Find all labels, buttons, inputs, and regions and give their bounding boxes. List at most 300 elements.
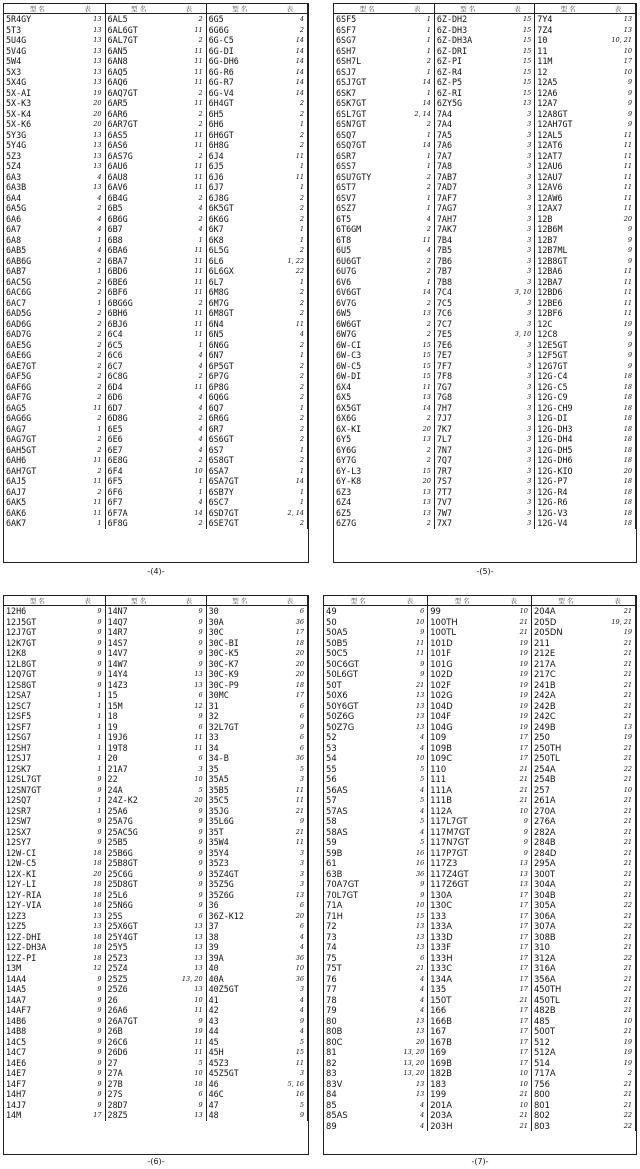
table-reference-number: 5 — [273, 1037, 308, 1048]
table-reference-number: 1 — [273, 350, 308, 361]
tube-type-name: 6D8G — [107, 413, 128, 423]
table-reference-number: 3 — [501, 350, 535, 361]
table-reference-number: 19 — [496, 722, 531, 733]
tube-type-name: 32 — [208, 711, 219, 721]
table-reference-number: 10 — [393, 617, 428, 628]
table-reference-number: 18 — [172, 1079, 206, 1090]
table-reference-number: 17 — [496, 1047, 531, 1058]
table-reference-number: 1 — [71, 701, 105, 712]
table-reference-number: 1 — [71, 722, 105, 733]
table-row — [4, 669, 308, 680]
table-reference-number: 10 — [601, 67, 635, 78]
tube-type-name: 199 — [430, 1089, 447, 1099]
table-reference-number: 9 — [71, 816, 105, 827]
table-reference-number: 19 — [496, 669, 531, 680]
tube-type-name: 7V7 — [436, 497, 453, 507]
tube-type-name: 39 — [208, 942, 219, 952]
tube-type-name: 295A — [533, 858, 556, 868]
tube-type-name: 102F — [430, 679, 452, 690]
tube-type-name: 6W-DI — [336, 371, 362, 381]
tube-type-name: 12Z-DH3A — [6, 942, 47, 952]
tube-type-name: 6W5 — [336, 308, 352, 318]
tube-type-name: 7C7 — [436, 318, 453, 329]
table-reference-number: 13 — [393, 932, 428, 943]
table-reference-number: 9 — [71, 1016, 105, 1027]
table-row — [4, 932, 308, 943]
table-reference-number: 4 — [393, 827, 428, 838]
column-header-name: 型 名 — [434, 4, 500, 14]
table-reference-number: 4 — [393, 984, 428, 995]
tube-type-name: 133C — [430, 963, 453, 973]
tube-type-name: 6G-V4 — [208, 87, 234, 98]
table-row — [324, 774, 636, 785]
table-reference-number: 11 — [71, 476, 105, 487]
tube-type-name: 6X4 — [336, 381, 352, 392]
table-reference-number: 4 — [393, 806, 428, 817]
tube-type-name: 14A7 — [6, 994, 27, 1005]
tube-type-name: 14A4 — [6, 973, 27, 984]
table-reference-number: 9 — [172, 617, 206, 628]
table-reference-number: 17 — [496, 974, 531, 985]
table-reference-number: 13 — [71, 182, 105, 193]
tube-type-name: 104D — [430, 700, 453, 711]
table-reference-number: 20 — [273, 911, 308, 922]
tube-type-name: 14F7 — [6, 1078, 27, 1089]
tube-type-name: 7Y4 — [537, 14, 553, 24]
table-row — [334, 266, 636, 277]
tube-type-name: 306A — [533, 910, 556, 921]
table-reference-number: 11 — [393, 648, 428, 659]
tube-type-name: 7A8 — [436, 161, 453, 171]
table-reference-number: 1 — [273, 277, 308, 288]
tube-type-name: 6W7G — [336, 329, 357, 339]
tube-type-name: 12B7 — [537, 234, 558, 245]
tube-type-name: 6E5 — [107, 423, 123, 434]
tube-type-name: 5X3 — [6, 66, 22, 77]
table-reference-number: 21 — [600, 890, 636, 901]
table-row — [324, 953, 636, 964]
table-row — [334, 403, 636, 414]
tube-type-name: 6X5GT — [336, 402, 362, 413]
tube-type-name: 25L6 — [107, 889, 128, 900]
table-reference-number: 18 — [601, 382, 635, 393]
table-reference-number: 11 — [71, 403, 105, 414]
tube-type-name: 12SX7 — [6, 826, 32, 837]
table-reference-number: 2 — [71, 319, 105, 330]
tube-type-name: 150T — [430, 994, 452, 1005]
table-row — [4, 508, 308, 519]
table-reference-number: 4 — [393, 1005, 428, 1016]
table-row — [4, 806, 308, 817]
table-reference-number: 1 — [273, 497, 308, 508]
table-reference-number: 2 — [273, 245, 308, 256]
tube-type-name: 6G-R6 — [208, 66, 234, 77]
table-reference-number: 15 — [501, 25, 535, 36]
tube-type-name: 12E5GT — [537, 339, 568, 350]
tube-type-name: 6K6G — [208, 213, 229, 224]
table-reference-number: 13 — [172, 942, 206, 953]
tube-type-name: 6J7 — [208, 182, 224, 192]
table-reference-number: 9 — [601, 245, 635, 256]
tube-type-name: 6SV7 — [336, 192, 357, 203]
tube-type-name: 12K8 — [6, 648, 27, 658]
table-reference-number: 2 — [400, 224, 434, 235]
tube-type-name: 6K5GT — [208, 203, 234, 213]
table-reference-number: 9 — [172, 659, 206, 670]
table-reference-number: 9 — [71, 984, 105, 995]
tube-type-name: 6G5 — [208, 14, 224, 24]
table-reference-number: 20 — [71, 109, 105, 120]
table-row — [4, 1047, 308, 1058]
table-reference-number: 18 — [601, 508, 635, 519]
table-reference-number: 2 — [172, 88, 206, 99]
table-reference-number: 13 — [172, 669, 206, 680]
table-reference-number: 21 — [600, 606, 636, 617]
table-reference-number: 1 — [400, 35, 434, 46]
table-row — [324, 816, 636, 827]
table-row — [334, 119, 636, 130]
tube-type-name: 12G-V3 — [537, 507, 568, 518]
table-reference-number: 13 — [71, 140, 105, 151]
tube-type-name: 217A — [533, 658, 556, 669]
table-reference-number: 9 — [172, 606, 206, 617]
tube-type-name: 14Z3 — [107, 679, 128, 690]
table-reference-number: 20 — [273, 648, 308, 659]
table-reference-number: 9 — [172, 648, 206, 659]
table-reference-number: 2 — [273, 130, 308, 141]
table-reference-number: 18 — [601, 455, 635, 466]
tube-type-name: 10 — [537, 35, 548, 45]
tube-type-name: 14B8 — [6, 1026, 27, 1036]
tube-type-name: 276A — [533, 816, 556, 826]
table-reference-number: 19 — [496, 659, 531, 670]
tube-type-name: 7Q7 — [436, 455, 453, 465]
tube-type-name: 14AF7 — [6, 1005, 32, 1015]
tube-type-name: 6AQ7GT — [107, 87, 138, 98]
tube-type-name: 250TL — [533, 753, 560, 763]
tube-type-name: 41 — [208, 994, 219, 1005]
table-reference-number: 17 — [496, 963, 531, 974]
table-row — [4, 1016, 308, 1027]
tube-type-name: 6AD5G — [6, 308, 32, 318]
table-reference-number: 18 — [601, 487, 635, 498]
table-row — [4, 837, 308, 848]
table-row — [324, 1005, 636, 1016]
tube-type-name: 89 — [326, 1120, 337, 1131]
tube-type-name: 46C — [208, 1089, 224, 1099]
tube-type-name: 14J7 — [6, 1099, 27, 1110]
tube-type-name: 310 — [533, 942, 550, 952]
tube-type-name: 6BA7 — [107, 255, 128, 266]
column-header-table: 表 — [400, 4, 434, 14]
tube-type-name: 6AR5 — [107, 98, 128, 108]
tube-type-name: 18 — [107, 711, 118, 721]
table-row — [334, 203, 636, 214]
tube-type-name: 26C6 — [107, 1036, 128, 1047]
tube-type-name: 6V7G — [336, 297, 357, 308]
table-reference-number: 13 — [393, 1026, 428, 1037]
tube-type-name: 7AG7 — [436, 203, 458, 213]
tube-type-name: 53 — [326, 742, 337, 753]
tube-type-name: 166 — [430, 1005, 447, 1015]
tube-type-name: 12BF6 — [537, 308, 563, 318]
table-reference-number: 9 — [172, 827, 206, 838]
table-reference-number: 11 — [601, 182, 635, 193]
tube-type-name: 72 — [326, 921, 337, 931]
table-reference-number: 1 — [400, 277, 434, 288]
tube-type-name: 117P7GT — [430, 847, 468, 858]
tube-type-name: 35C5 — [208, 795, 229, 805]
tube-type-name: 134A — [430, 973, 452, 984]
tube-type-name: 34-B — [208, 753, 229, 763]
table-reference-number: 15 — [501, 88, 535, 99]
table-row — [324, 869, 636, 880]
table-row — [334, 67, 636, 78]
table-row — [4, 455, 308, 466]
tube-type-name: 6AD7G — [6, 329, 32, 339]
table-reference-number: 17 — [496, 932, 531, 943]
table-row — [4, 963, 308, 974]
table-row — [4, 445, 308, 456]
tube-type-name: 6C4 — [107, 329, 123, 339]
table-reference-number: 9 — [601, 350, 635, 361]
tube-type-name: 5X-AI — [6, 87, 32, 98]
tube-type-name: 6B4G — [107, 192, 128, 203]
table-reference-number: 17 — [496, 984, 531, 995]
page-number-6: -(6)- — [147, 1157, 165, 1166]
tube-type-name: 482B — [533, 1005, 556, 1015]
tube-type-name: 801 — [533, 1099, 550, 1110]
table-reference-number: 2 — [172, 119, 206, 130]
tube-type-name: 25B5 — [107, 837, 128, 847]
tube-type-name: 6B6G — [107, 213, 128, 224]
tube-type-name: 6E6 — [107, 434, 123, 444]
table-reference-number: 14 — [400, 403, 434, 414]
table-reference-number: 18 — [71, 890, 105, 901]
table-reference-number: 2 — [71, 308, 105, 319]
table-reference-number: 2 — [273, 214, 308, 225]
table-reference-number: 9 — [601, 109, 635, 120]
table-row — [4, 921, 308, 932]
tube-type-name: 6AG6G — [6, 413, 32, 423]
table-reference-number: 21 — [600, 711, 636, 722]
table-row — [334, 329, 636, 340]
table-reference-number: 13 — [71, 161, 105, 172]
table-reference-number: 21 — [600, 690, 636, 701]
table-reference-number: 3, 10 — [501, 287, 535, 298]
table-row — [334, 224, 636, 235]
tube-type-name: 14S7 — [107, 637, 128, 648]
tube-type-name: 12G-V4 — [537, 518, 568, 528]
table-reference-number: 2 — [273, 518, 308, 529]
table-reference-number: 10 — [496, 806, 531, 817]
table-reference-number: 9 — [172, 816, 206, 827]
table-row — [4, 487, 308, 498]
table-row — [324, 1047, 636, 1058]
table-reference-number: 4 — [273, 14, 308, 25]
tube-type-name: 316A — [533, 963, 556, 973]
tube-type-name: 5X-K6 — [6, 119, 32, 129]
tube-type-name: 205DN — [533, 627, 563, 637]
table-reference-number: 9 — [172, 848, 206, 859]
tube-type-name: 7B8 — [436, 276, 453, 287]
tube-type-name: 6F5 — [107, 476, 123, 486]
tube-type-name: 6H5 — [208, 108, 224, 119]
table-row — [324, 837, 636, 848]
tube-type-name: 15 — [107, 690, 118, 700]
table-reference-number: 1 — [273, 224, 308, 235]
tube-type-name: 257 — [533, 784, 550, 795]
table-reference-number: 9 — [71, 638, 105, 649]
table-reference-number: 13 — [601, 14, 635, 25]
tube-type-name: 12G-C4 — [537, 371, 568, 381]
table-reference-number: 4 — [71, 193, 105, 204]
table-reference-number: 5 — [273, 764, 308, 775]
table-reference-number: 3 — [501, 203, 535, 214]
tube-type-name: 6G-DH6 — [208, 56, 239, 66]
table-row — [324, 848, 636, 859]
table-reference-number: 21 — [600, 806, 636, 817]
tube-type-name: 6L5G — [208, 245, 229, 255]
table-reference-number: 13 — [400, 497, 434, 508]
table-page-6 — [3, 595, 309, 1155]
tube-type-name: 12SR7 — [6, 805, 32, 816]
table-row — [324, 701, 636, 712]
table-reference-number: 17 — [496, 1005, 531, 1016]
table-reference-number: 36 — [273, 617, 308, 628]
table-reference-number: 2 — [400, 518, 434, 529]
table-reference-number: 21 — [496, 627, 531, 638]
table-reference-number: 13 — [71, 151, 105, 162]
table-reference-number: 9 — [496, 848, 531, 859]
tube-type-name: 27B — [107, 1078, 123, 1089]
tube-type-name: 6AC7 — [6, 297, 27, 308]
tube-type-name: 7C4 — [436, 287, 453, 297]
tube-type-name: 12W-C5 — [6, 858, 37, 868]
tube-type-name: 6U6GT — [336, 255, 362, 266]
tube-type-name: 30C-K5 — [208, 648, 239, 658]
table-reference-number: 9 — [172, 858, 206, 869]
table-row — [4, 743, 308, 754]
table-reference-number: 9 — [71, 827, 105, 838]
table-row — [324, 1037, 636, 1048]
tube-type-name: 6AU8 — [107, 171, 128, 182]
table-reference-number: 3 — [501, 518, 535, 529]
table-row — [334, 445, 636, 456]
tube-type-name: 133A — [430, 921, 452, 931]
table-row — [334, 319, 636, 330]
tube-type-name: 6F4 — [107, 465, 123, 476]
table-reference-number: 11 — [273, 151, 308, 162]
table-reference-number: 11 — [601, 266, 635, 277]
tube-type-name: 204A — [533, 606, 556, 616]
table-reference-number: 20 — [172, 795, 206, 806]
table-reference-number: 5 — [393, 837, 428, 848]
table-row — [4, 130, 308, 141]
tube-type-name: 12G-DH3 — [537, 423, 573, 434]
table-row — [4, 256, 308, 267]
table-reference-number: 21 — [600, 743, 636, 754]
tube-type-name: 59B — [326, 847, 343, 858]
table-reference-number: 2 — [71, 487, 105, 498]
table-reference-number: 14 — [172, 508, 206, 519]
tube-type-name: 12AW6 — [537, 192, 563, 203]
tube-type-name: 26D6 — [107, 1047, 128, 1057]
tube-type-name: 5Y3G — [6, 129, 27, 140]
table-reference-number: 1 — [71, 235, 105, 246]
table-row — [4, 434, 308, 445]
tube-type-name: 44 — [208, 1026, 219, 1036]
table-row — [334, 277, 636, 288]
table-reference-number: 18 — [71, 858, 105, 869]
tube-type-name: 6SF5 — [336, 14, 357, 24]
table-reference-number: 9 — [71, 1089, 105, 1100]
table-row — [334, 298, 636, 309]
table-row — [4, 424, 308, 435]
tube-type-name: 12SG7 — [6, 732, 32, 742]
tube-type-name: 6AE7GT — [6, 360, 37, 371]
table-reference-number: 6 — [172, 1089, 206, 1100]
table-row — [4, 785, 308, 796]
tube-type-name: 7G8 — [436, 392, 453, 402]
table-row — [4, 732, 308, 743]
tube-type-name: 7E7 — [436, 350, 453, 360]
tube-type-name: 6SG7 — [336, 35, 357, 45]
table-row — [4, 329, 308, 340]
tube-type-name: 5W4 — [6, 56, 22, 66]
table-reference-number: 13 — [393, 1079, 428, 1090]
table-reference-number: 2 — [71, 329, 105, 340]
table-reference-number: 14 — [273, 88, 308, 99]
tube-type-name: 307A — [533, 921, 556, 931]
column-header-table: 表 — [71, 4, 105, 14]
column-header-name: 型 名 — [105, 4, 172, 14]
tube-type-name: 6T8 — [336, 234, 352, 245]
tube-type-name: 7A4 — [436, 108, 453, 119]
table-reference-number: 17 — [496, 1016, 531, 1027]
table-reference-number: 2 — [400, 319, 434, 330]
table-reference-number: 19 — [600, 1037, 636, 1048]
table-row — [4, 308, 308, 319]
table-reference-number: 2 — [400, 298, 434, 309]
table-reference-number: 6 — [172, 753, 206, 764]
tube-type-name: 14M — [6, 1110, 22, 1120]
table-reference-number: 4 — [71, 172, 105, 183]
table-reference-number: 3 — [273, 848, 308, 859]
tube-type-name: 6S6GT — [208, 434, 234, 444]
tube-type-name: 6AF5G — [6, 371, 32, 381]
table-reference-number: 18 — [601, 403, 635, 414]
table-reference-number: 3 — [501, 476, 535, 487]
tube-type-name: 300T — [533, 868, 556, 879]
table-reference-number: 2 — [273, 424, 308, 435]
tube-type-name: 6L6GX — [208, 266, 234, 276]
table-reference-number: 21 — [600, 932, 636, 943]
table-reference-number: 21 — [600, 963, 636, 974]
table-reference-number: 2 — [172, 298, 206, 309]
tube-type-name: 56 — [326, 774, 337, 784]
table-reference-number: 1 — [273, 466, 308, 477]
table-row — [4, 245, 308, 256]
table-reference-number: 10 — [600, 1016, 636, 1027]
tube-type-name: 201A — [430, 1099, 452, 1110]
table-reference-number: 13 — [71, 56, 105, 67]
table-reference-number: 10 — [601, 46, 635, 57]
tube-type-name: 27A — [107, 1068, 123, 1078]
table-reference-number: 2 — [71, 277, 105, 288]
table-row — [334, 46, 636, 57]
table-reference-number: 4 — [172, 403, 206, 414]
